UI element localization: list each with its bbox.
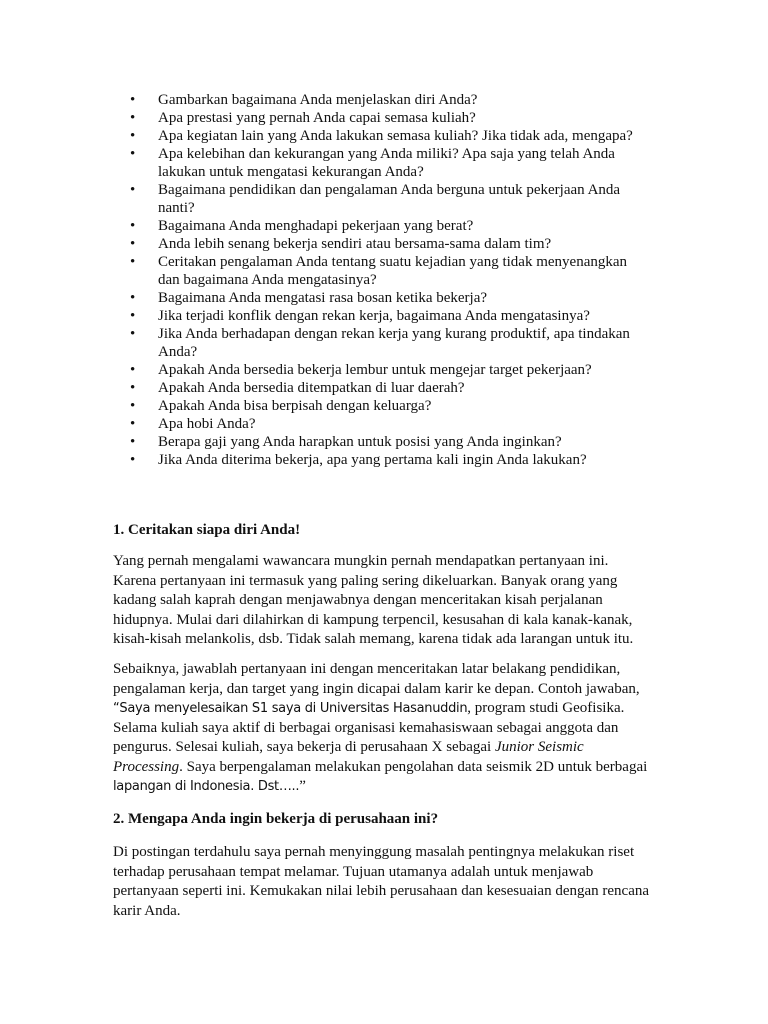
section-heading: 1. Ceritakan siapa diri Anda! bbox=[113, 522, 301, 538]
section-heading: 2. Mengapa Anda ingin bekerja di perusahaan ini? bbox=[113, 811, 439, 827]
list-item bbox=[130, 253, 670, 289]
section-2-paragraph-1 bbox=[113, 843, 658, 921]
interview-questions-list bbox=[130, 91, 670, 469]
list-item-text: Gambarkan bagaimana Anda menjelaskan diri Anda? bbox=[158, 92, 478, 108]
list-item-text: Bagaimana pendidikan dan pengalaman Anda berguna untuk pekerjaan Anda bbox=[158, 182, 621, 198]
text-line: pengurus. Selesai kuliah, saya bekerja di perusahaan X sebagai bbox=[113, 739, 495, 755]
text-line: pertanyaan seperti ini. Kemukakan nilai lebih perusahaan dan kesesuaian dengan rencana bbox=[113, 883, 650, 899]
text-line: Selama kuliah saya aktif di berbagai organisasi kemahasiswaan sebagai anggota dan bbox=[113, 719, 619, 736]
section-1-paragraph-2 bbox=[113, 660, 658, 797]
text-line: Sebaiknya, jawablah pertanyaan ini dengan menceritakan latar belakang pendidikan, bbox=[113, 661, 621, 677]
list-item bbox=[130, 145, 670, 181]
list-item-text: Apa kegiatan lain yang Anda lakukan semasa kuliah? Jika tidak ada, mengapa? bbox=[158, 128, 633, 144]
list-item bbox=[130, 433, 670, 451]
list-item-text: Bagaimana Anda mengatasi rasa bosan ketika bekerja? bbox=[158, 290, 488, 306]
list-item bbox=[130, 397, 670, 415]
list-item-text: Apa hobi Anda? bbox=[158, 416, 256, 432]
text-line: pengalaman kerja, dan target yang ingin dicapai dalam karir ke depan. Contoh jawaban, bbox=[113, 680, 640, 697]
list-item bbox=[130, 91, 670, 109]
list-item bbox=[130, 235, 670, 253]
example-quote-text: “Saya menyelesaikan S1 saya di Universitas Hasanuddin bbox=[113, 701, 468, 716]
example-quote-text: lapangan di Indonesia. Dst….. bbox=[113, 779, 300, 794]
list-item-text: Ceritakan pengalaman Anda tentang suatu kejadian yang tidak menyenangkan bbox=[158, 254, 628, 270]
list-item-text: Jika Anda berhadapan dengan rekan kerja yang kurang produktif, apa tindakan bbox=[158, 326, 630, 342]
list-item bbox=[130, 217, 670, 235]
list-item-text: Apa kelebihan dan kekurangan yang Anda miliki? Apa saja yang telah Anda bbox=[158, 146, 615, 162]
text-line: Yang pernah mengalami wawancara mungkin pernah mendapatkan pertanyaan ini. bbox=[113, 553, 609, 569]
list-item bbox=[130, 361, 670, 379]
section-1-heading-block bbox=[113, 521, 658, 539]
text-line: karir Anda. bbox=[113, 902, 181, 919]
list-item bbox=[130, 109, 670, 127]
text-line: hidupnya. Mulai dari dilahirkan di kampung terpencil, kesusahan di kala kanak-kanak, bbox=[113, 611, 633, 628]
list-item-text: Apakah Anda bisa berpisah dengan keluarga? bbox=[158, 398, 432, 414]
text-line: kadang salah kaprah dengan menjawabnya dengan menceritakan kisah perjalanan bbox=[113, 592, 603, 608]
section-2-heading-block bbox=[113, 810, 658, 828]
list-item-text: nanti? bbox=[158, 200, 195, 216]
text-line: . Saya berpengalaman melakukan pengolahan data seismik 2D untuk berbagai bbox=[179, 758, 648, 775]
text-line: Karena pertanyaan ini termasuk yang paling sering dikeluarkan. Banyak orang yang bbox=[113, 572, 618, 589]
list-item-text: Anda? bbox=[158, 344, 198, 360]
list-item-text: lakukan untuk mengatasi kekurangan Anda? bbox=[158, 164, 424, 180]
list-item-text: Berapa gaji yang Anda harapkan untuk posisi yang Anda inginkan? bbox=[158, 434, 562, 450]
list-item-text: Anda lebih senang bekerja sendiri atau bersama-sama dalam tim? bbox=[158, 236, 552, 252]
list-item bbox=[130, 289, 670, 307]
list-item bbox=[130, 415, 670, 433]
text-line: , program studi Geofisika. bbox=[467, 700, 625, 716]
list-item bbox=[130, 127, 670, 145]
list-item bbox=[130, 181, 670, 217]
text-line: ” bbox=[299, 778, 306, 794]
list-item bbox=[130, 307, 670, 325]
section-1-paragraph-1 bbox=[113, 552, 658, 650]
list-item bbox=[130, 451, 670, 469]
list-item-text: Apakah Anda bersedia ditempatkan di luar daerah? bbox=[158, 380, 465, 396]
list-item-text: Bagaimana Anda menghadapi pekerjaan yang berat? bbox=[158, 218, 474, 234]
list-item bbox=[130, 325, 670, 361]
list-item-text: dan bagaimana Anda mengatasinya? bbox=[158, 272, 377, 288]
text-line: Di postingan terdahulu saya pernah menyinggung masalah pentingnya melakukan riset bbox=[113, 844, 635, 860]
text-line: kisah-kisah melankolis, dsb. Tidak salah memang, karena tidak ada larangan untuk itu. bbox=[113, 631, 634, 647]
text-line: terhadap perusahaan tempat melamar. Tujuan utamanya adalah untuk menjawab bbox=[113, 863, 594, 880]
job-title-italic: Junior Seismic bbox=[494, 739, 584, 755]
list-item-text: Apakah Anda bersedia bekerja lembur untuk mengejar target pekerjaan? bbox=[158, 362, 592, 378]
list-item-text: Jika Anda diterima bekerja, apa yang pertama kali ingin Anda lakukan? bbox=[158, 452, 587, 468]
list-item bbox=[130, 379, 670, 397]
list-item-text: Jika terjadi konflik dengan rekan kerja, bagaimana Anda mengatasinya? bbox=[158, 308, 590, 324]
job-title-italic: Processing bbox=[113, 758, 180, 775]
list-item-text: Apa prestasi yang pernah Anda capai semasa kuliah? bbox=[158, 110, 476, 126]
